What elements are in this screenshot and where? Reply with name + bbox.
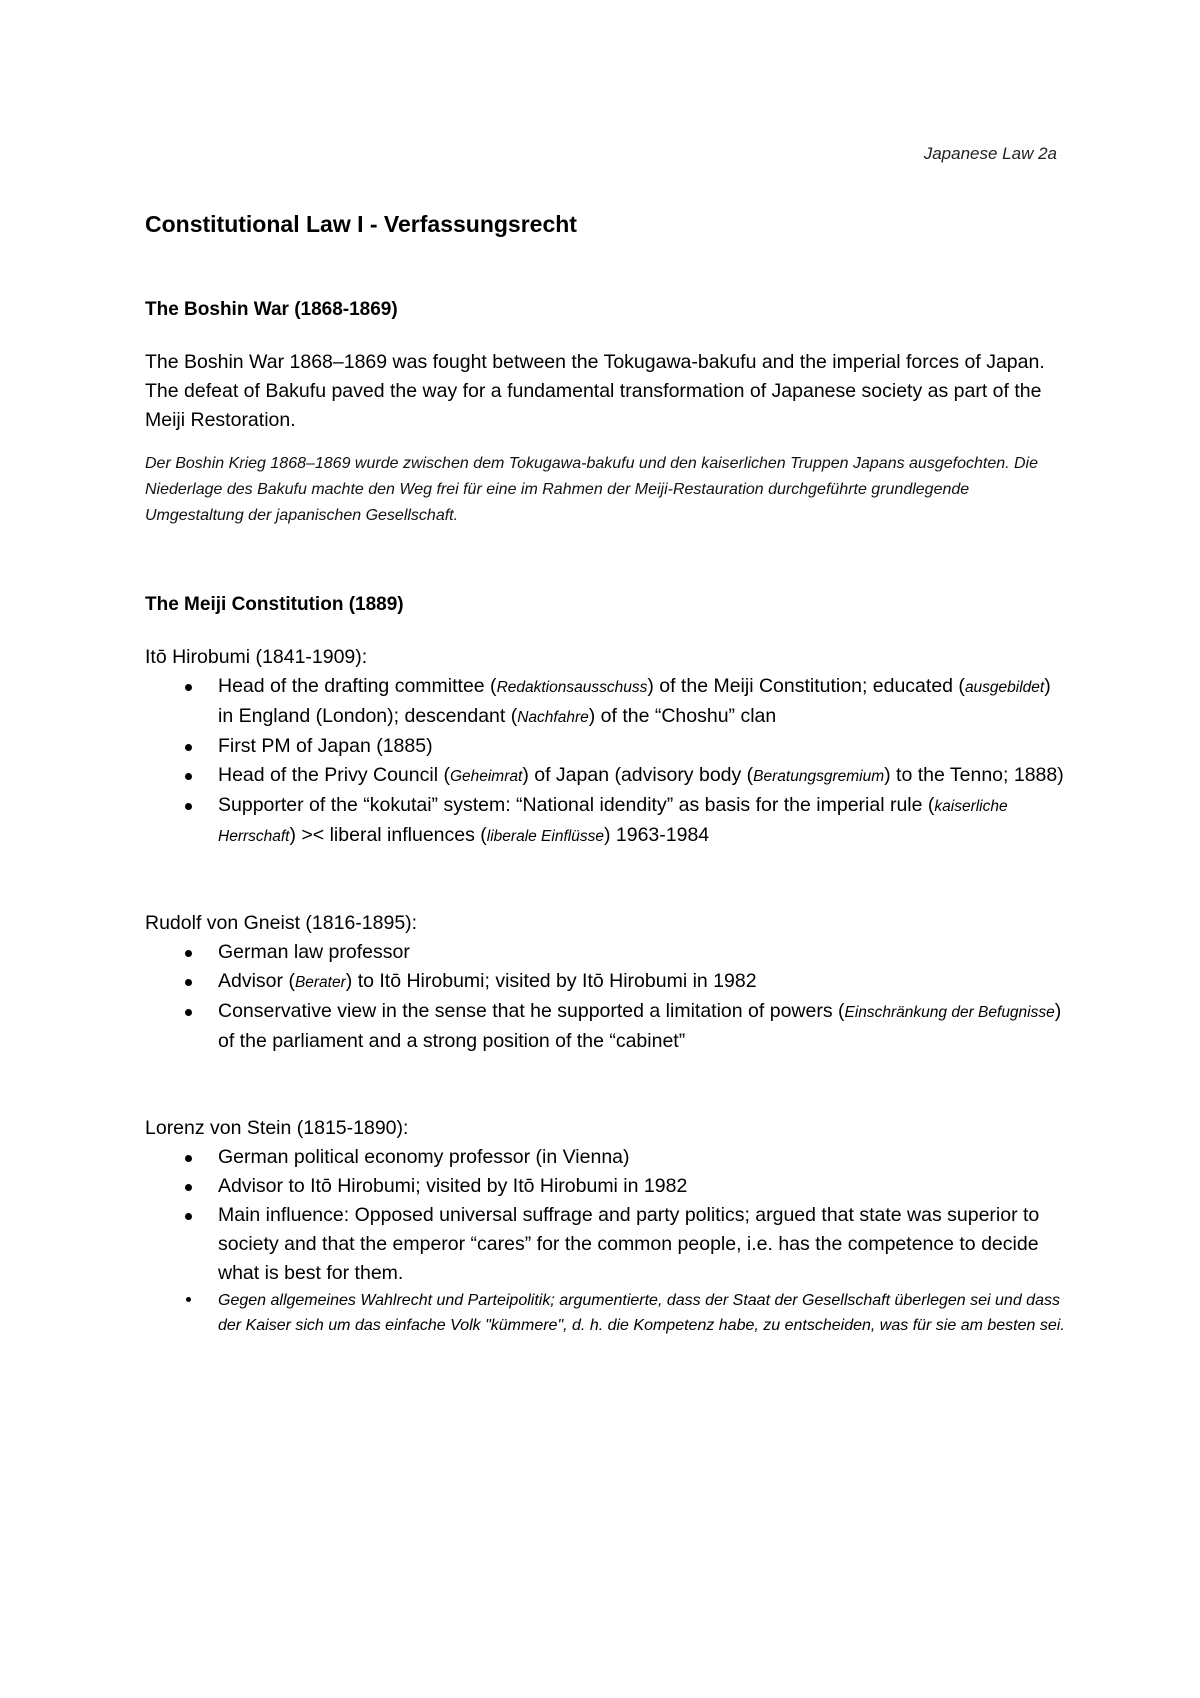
list-item: Supporter of the “kokutai” system: “National idendity” as basis for the imperial rule (kaiserliche Herrschaft) >< liberal influences (liberale Einflüsse) 1963-1984: [145, 791, 1065, 851]
german-gloss: Nachfahre: [517, 709, 589, 726]
list-item: German political economy professor (in Vienna): [145, 1143, 1065, 1172]
bullet-icon: [185, 803, 192, 810]
list-item: Main influence: Opposed universal suffrage and party politics; argued that state was superior to society and that the emperor “cares” for the common people, i.e. has the competence to decide what is best for them.: [145, 1201, 1065, 1288]
bullet-icon: [186, 1297, 191, 1302]
gneist-list: [145, 938, 1065, 1056]
boshin-paragraph-en: The Boshin War 1868–1869 was fought between the Tokugawa-bakufu and the imperial forces of Japan. The defeat of Bakufu paved the way for a fundamental transformation of Japanese society as part of the Meiji Restoration.: [145, 351, 1045, 431]
ito-list: [145, 672, 1065, 851]
boshin-paragraph-de: Der Boshin Krieg 1868–1869 wurde zwischen dem Tokugawa-bakufu und den kaiserlichen Truppen Japans ausgefochten. Die Niederlage des Bakufu machte den Weg frei für eine im Rahmen der Meiji-Restauration durchgeführte grundlegende Umgestaltung der japanischen Gesellschaft.: [145, 455, 1039, 524]
stein-name: Lorenz von Stein (1815-1890):: [145, 1117, 409, 1139]
bullet-icon: [185, 744, 192, 751]
list-item: German law professor: [145, 938, 1065, 967]
bullet-icon: [185, 773, 192, 780]
list-item: First PM of Japan (1885): [145, 732, 1065, 761]
german-gloss: Redaktionsausschuss: [496, 679, 648, 696]
page-header: Japanese Law 2a: [923, 144, 1057, 163]
german-gloss: liberale Einflüsse: [486, 828, 604, 845]
document-title: Constitutional Law I - Verfassungsrecht: [145, 211, 577, 237]
meiji-heading: The Meiji Constitution (1889): [145, 594, 404, 615]
german-gloss: Berater: [294, 974, 346, 991]
list-item: Head of the Privy Council (Geheimrat) of Japan (advisory body (Beratungsgremium) to the Tenno; 1888): [145, 761, 1065, 791]
german-gloss: ausgebildet: [964, 679, 1045, 696]
german-gloss: kaiserliche Herrschaft: [218, 798, 1008, 845]
german-gloss: Einschränkung der Befugnisse: [844, 1004, 1055, 1021]
bullet-icon: [185, 1213, 192, 1220]
bullet-icon: [185, 979, 192, 986]
bullet-icon: [185, 684, 192, 691]
bullet-icon: [185, 1155, 192, 1162]
gneist-name: Rudolf von Gneist (1816-1895):: [145, 912, 418, 934]
list-item: Advisor to Itō Hirobumi; visited by Itō Hirobumi in 1982: [145, 1172, 1065, 1201]
list-item: Advisor (Berater) to Itō Hirobumi; visited by Itō Hirobumi in 1982: [145, 967, 1065, 997]
list-item: Conservative view in the sense that he supported a limitation of powers (Einschränkung der Befugnisse) of the parliament and a strong position of the “cabinet”: [145, 997, 1065, 1056]
bullet-icon: [185, 1009, 192, 1016]
german-gloss: Geheimrat: [449, 768, 523, 785]
bullet-icon: [185, 950, 192, 957]
german-gloss: Beratungsgremium: [753, 768, 885, 785]
ito-name: Itō Hirobumi (1841-1909):: [145, 646, 368, 668]
stein-list: [145, 1143, 1065, 1338]
list-item: Gegen allgemeines Wahlrecht und Parteipolitik; argumentierte, dass der Staat der Gesellschaft überlegen sei und dass der Kaiser sich um das einfache Volk "kümmere", d. h. die Kompetenz habe, zu entscheiden, was für sie am besten sei.: [145, 1288, 1065, 1338]
document-body: [145, 208, 1065, 1338]
list-item: Head of the drafting committee (Redaktionsausschuss) of the Meiji Constitution; educated (ausgebildet) in England (London); descendant (Nachfahre) of the “Choshu” clan: [145, 672, 1065, 732]
bullet-icon: [185, 1184, 192, 1191]
boshin-heading: The Boshin War (1868-1869): [145, 299, 398, 320]
